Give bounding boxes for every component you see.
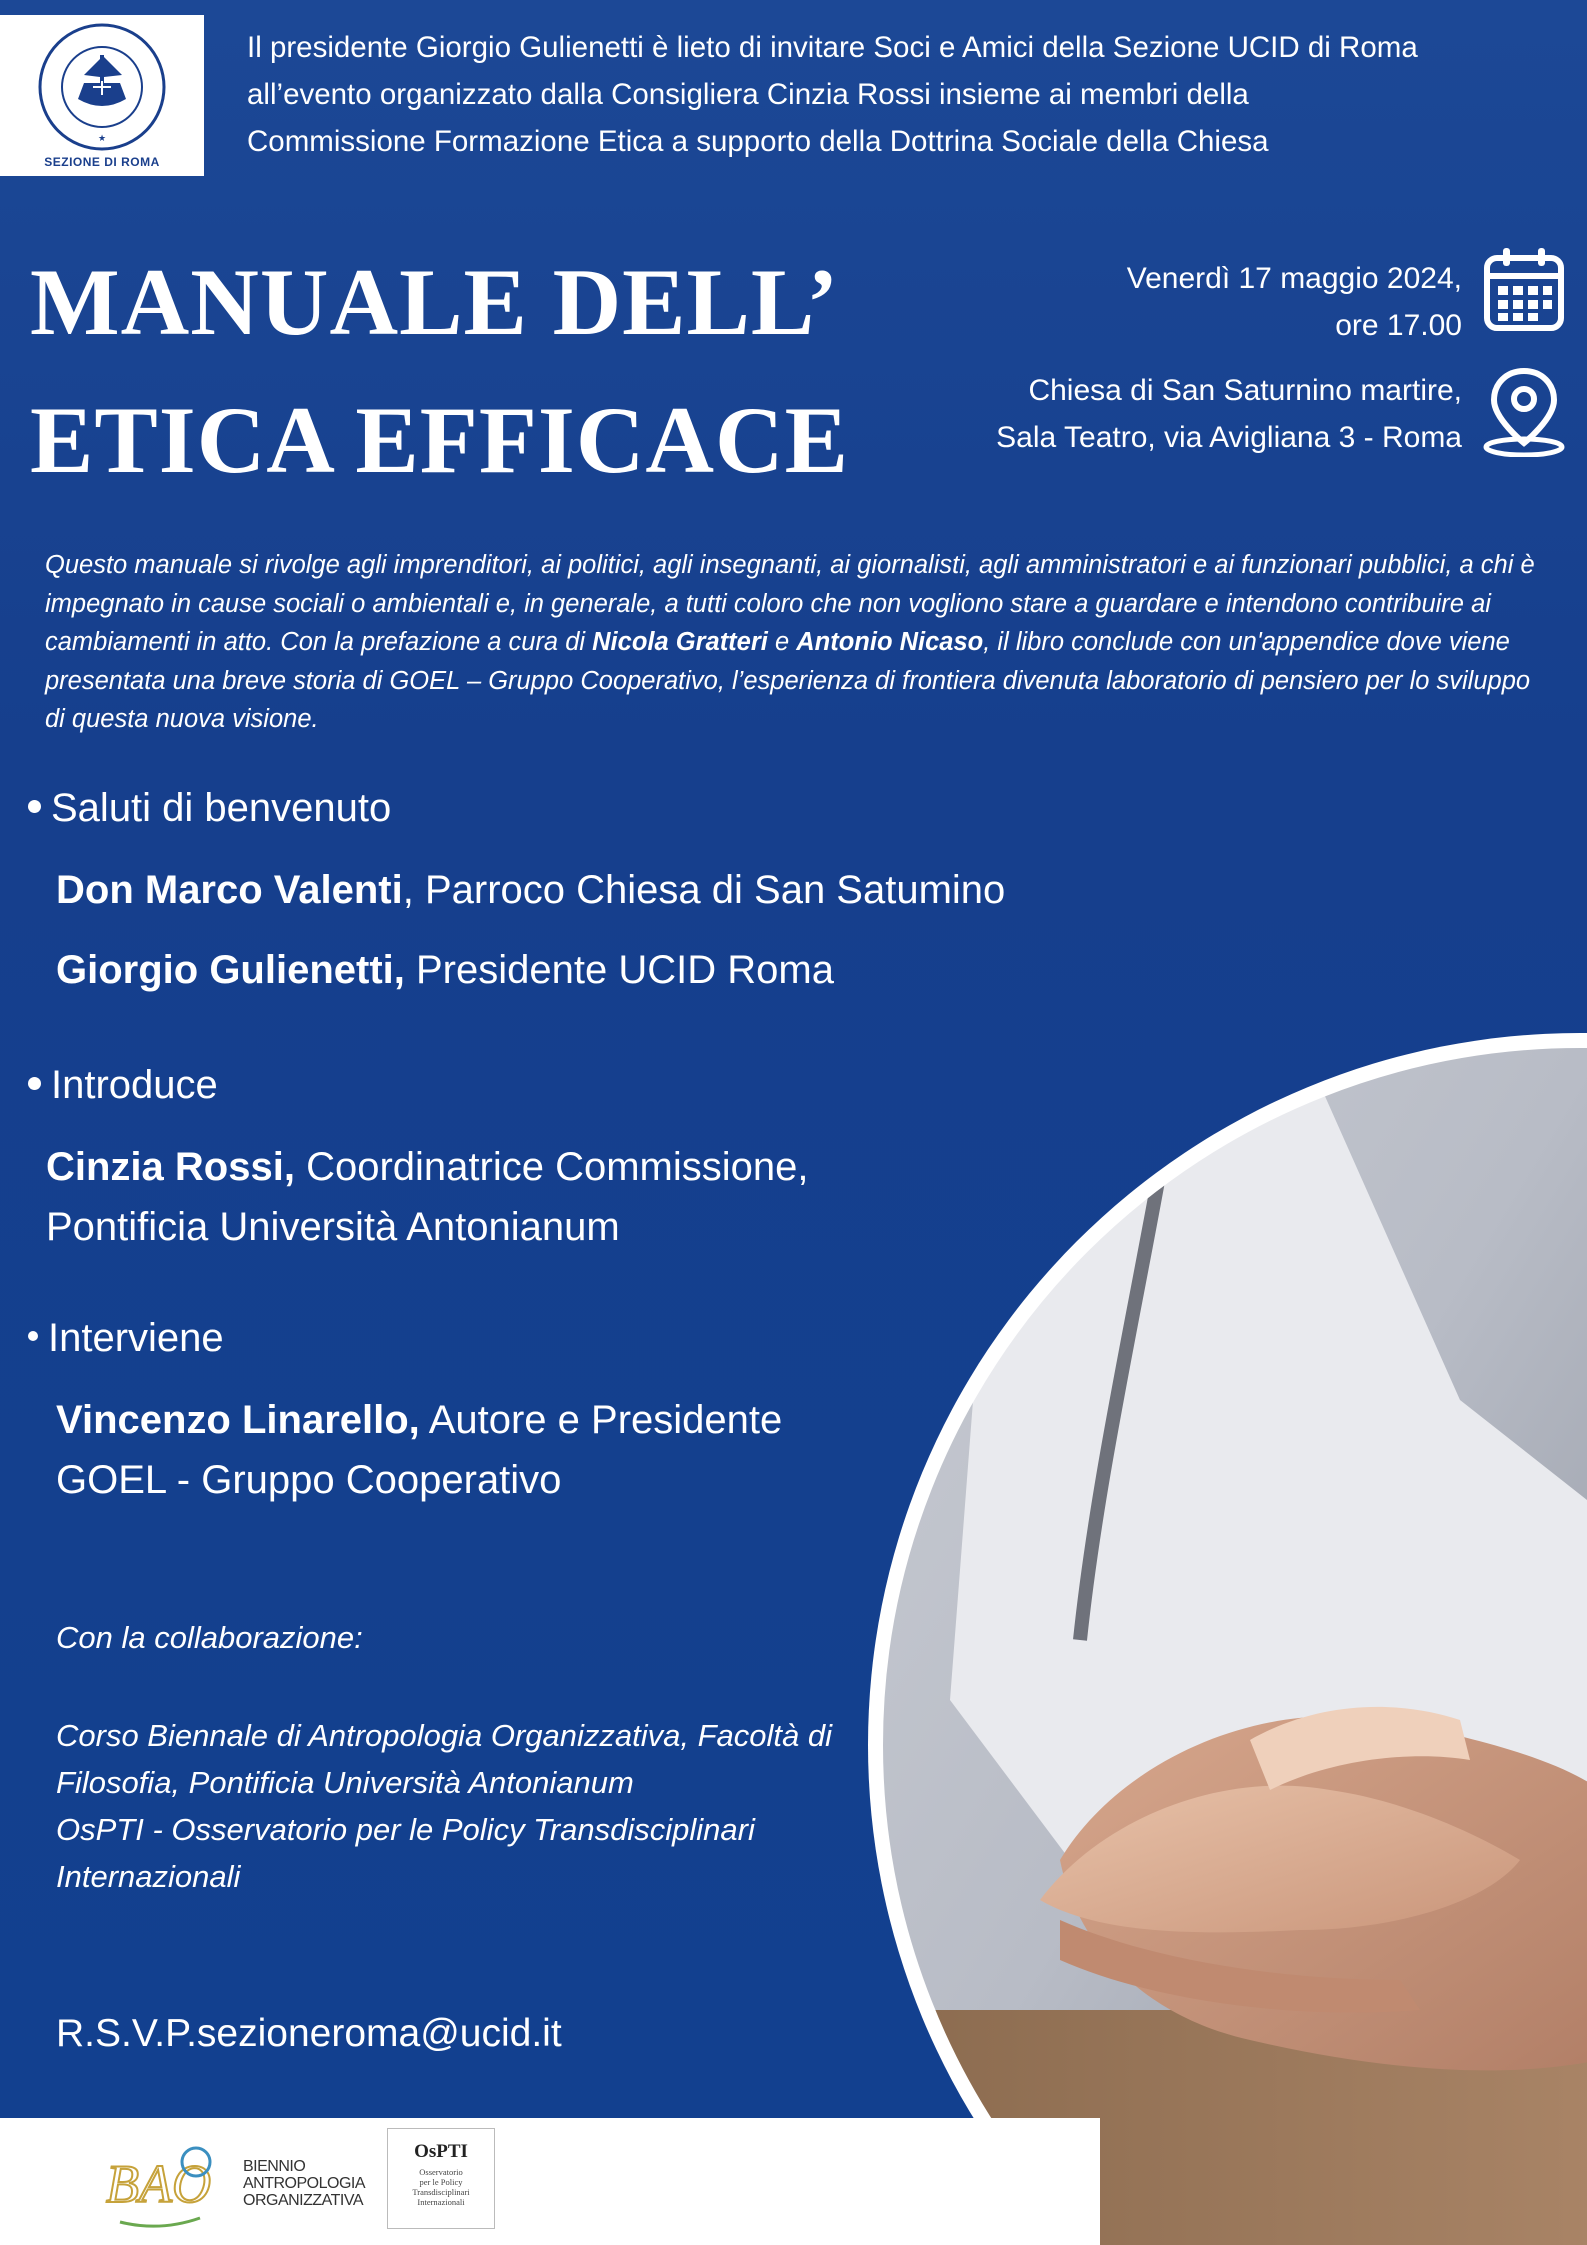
calendar-icon: [1483, 246, 1565, 332]
event-date: [902, 255, 1462, 349]
collaboration-line: Filosofia, Pontificia Università Antonianum: [56, 1765, 634, 1800]
preface-author-2: Antonio Nicaso: [796, 628, 984, 656]
speaker-role: Coordinatrice Commissione,: [294, 1145, 809, 1189]
ospti-logo: [387, 2128, 495, 2229]
speaker-name: Vincenzo Linarello,: [56, 1398, 420, 1442]
collaboration-line: Internazionali: [56, 1859, 241, 1894]
event-time-line: ore 17.00: [1335, 309, 1462, 342]
description-text: , il libro conclude con un'appendice dove viene presentata una breve storia di GOEL – Gruppo Cooperativo, l’esperienza di frontiera divenuta laboratorio di pensiero per lo sviluppo di questa nuova visione.: [45, 628, 1531, 733]
section-welcome: [28, 786, 391, 831]
bullet-icon: [28, 800, 41, 813]
collaboration-heading: Con la collaborazione:: [56, 1620, 363, 1655]
speaker-welcome-1: [56, 860, 1005, 920]
ucid-emblem-icon: [36, 21, 168, 153]
svg-text:★: ★: [97, 134, 107, 144]
section-heading: Introduce: [51, 1063, 218, 1107]
title-line-1: MANUALE DELL’: [30, 249, 840, 355]
collaboration-line: OsPTI - Osservatorio per le Policy Transdisciplinari: [56, 1812, 755, 1847]
book-title: [30, 233, 849, 509]
rsvp-email[interactable]: R.S.V.P.sezioneroma@ucid.it: [56, 2012, 562, 2055]
speaker-main: [56, 1390, 782, 1510]
ospti-title: OsPTI: [414, 2141, 468, 2162]
speaker-role: , Parroco Chiesa di San Satumino: [402, 868, 1006, 912]
logo-section-label: SEZIONE DI ROMA: [44, 155, 160, 169]
ospti-line: Osservatorio: [419, 2167, 463, 2177]
description-text: Questo manuale si rivolge agli imprenditori, ai politici, agli insegnanti, ai giornalisti, agli amministratori e ai funzionari pubblici, a chi è impegnato in cause sociali o ambientali e, in generale, a tutti coloro che non vogliono stare a guardare e intendono contribuire ai cambiamenti in atto. Con la prefazione a cura di: [45, 551, 1535, 656]
section-heading: Saluti di benvenuto: [51, 786, 392, 830]
description-joiner: e: [767, 628, 797, 656]
collaboration-line: Corso Biennale di Antropologia Organizzativa, Facoltà di: [56, 1718, 832, 1753]
speaker-affiliation: GOEL - Gruppo Cooperativo: [56, 1458, 562, 1502]
event-date-line: Venerdì 17 maggio 2024,: [1126, 262, 1462, 295]
speaker-introduce: [46, 1137, 808, 1257]
bao-line: ORGANIZZATIVA: [243, 2192, 364, 2209]
speaker-name: Cinzia Rossi,: [46, 1145, 295, 1189]
event-place: [902, 367, 1462, 461]
intro-line: Il presidente Giorgio Gulienetti è lieto di invitare Soci e Amici della Sezione UCID di Roma: [247, 31, 1418, 64]
intro-line: all’evento organizzato dalla Consigliera Cinzia Rossi insieme ai membri della: [247, 78, 1249, 111]
bao-mark: BAO: [106, 2154, 211, 2214]
event-address-line: Sala Teatro, via Avigliana 3 - Roma: [996, 421, 1462, 454]
location-pin-icon: [1482, 367, 1566, 457]
title-line-2: ETICA EFFICACE: [30, 387, 849, 493]
collaboration-list: [56, 1712, 832, 1900]
section-introduce: [28, 1063, 218, 1108]
event-info: [902, 255, 1462, 461]
ospti-line: per le Policy: [419, 2177, 463, 2187]
book-description: [45, 546, 1545, 739]
bao-text: [243, 2158, 365, 2209]
intro-text: [247, 24, 1582, 165]
event-place-line: Chiesa di San Saturnino martire,: [1028, 374, 1462, 407]
ucid-logo: [0, 15, 204, 176]
speaker-role: Presidente UCID Roma: [404, 948, 834, 992]
speaker-welcome-2: [56, 940, 834, 1000]
speaker-affiliation: Pontificia Università Antonianum: [46, 1205, 620, 1249]
bullet-icon: [28, 1331, 38, 1341]
preface-author-1: Nicola Gratteri: [592, 628, 768, 656]
bao-line: BIENNIO: [243, 2158, 306, 2175]
section-heading: Interviene: [48, 1316, 224, 1360]
speaker-role: Autore e Presidente: [419, 1398, 783, 1442]
ospti-line: Internazionali: [417, 2197, 465, 2207]
bao-logo-icon: [100, 2132, 230, 2242]
speaker-name: Giorgio Gulienetti,: [56, 948, 405, 992]
speaker-name: Don Marco Valenti: [56, 868, 403, 912]
bullet-icon: [28, 1077, 41, 1090]
bao-line: ANTROPOLOGIA: [243, 2175, 366, 2192]
intro-line: Commissione Formazione Etica a supporto della Dottrina Sociale della Chiesa: [247, 125, 1269, 158]
ospti-subtitle: [388, 2167, 494, 2207]
ospti-line: Transdisciplinari: [412, 2187, 470, 2197]
section-speaker: [28, 1316, 224, 1361]
